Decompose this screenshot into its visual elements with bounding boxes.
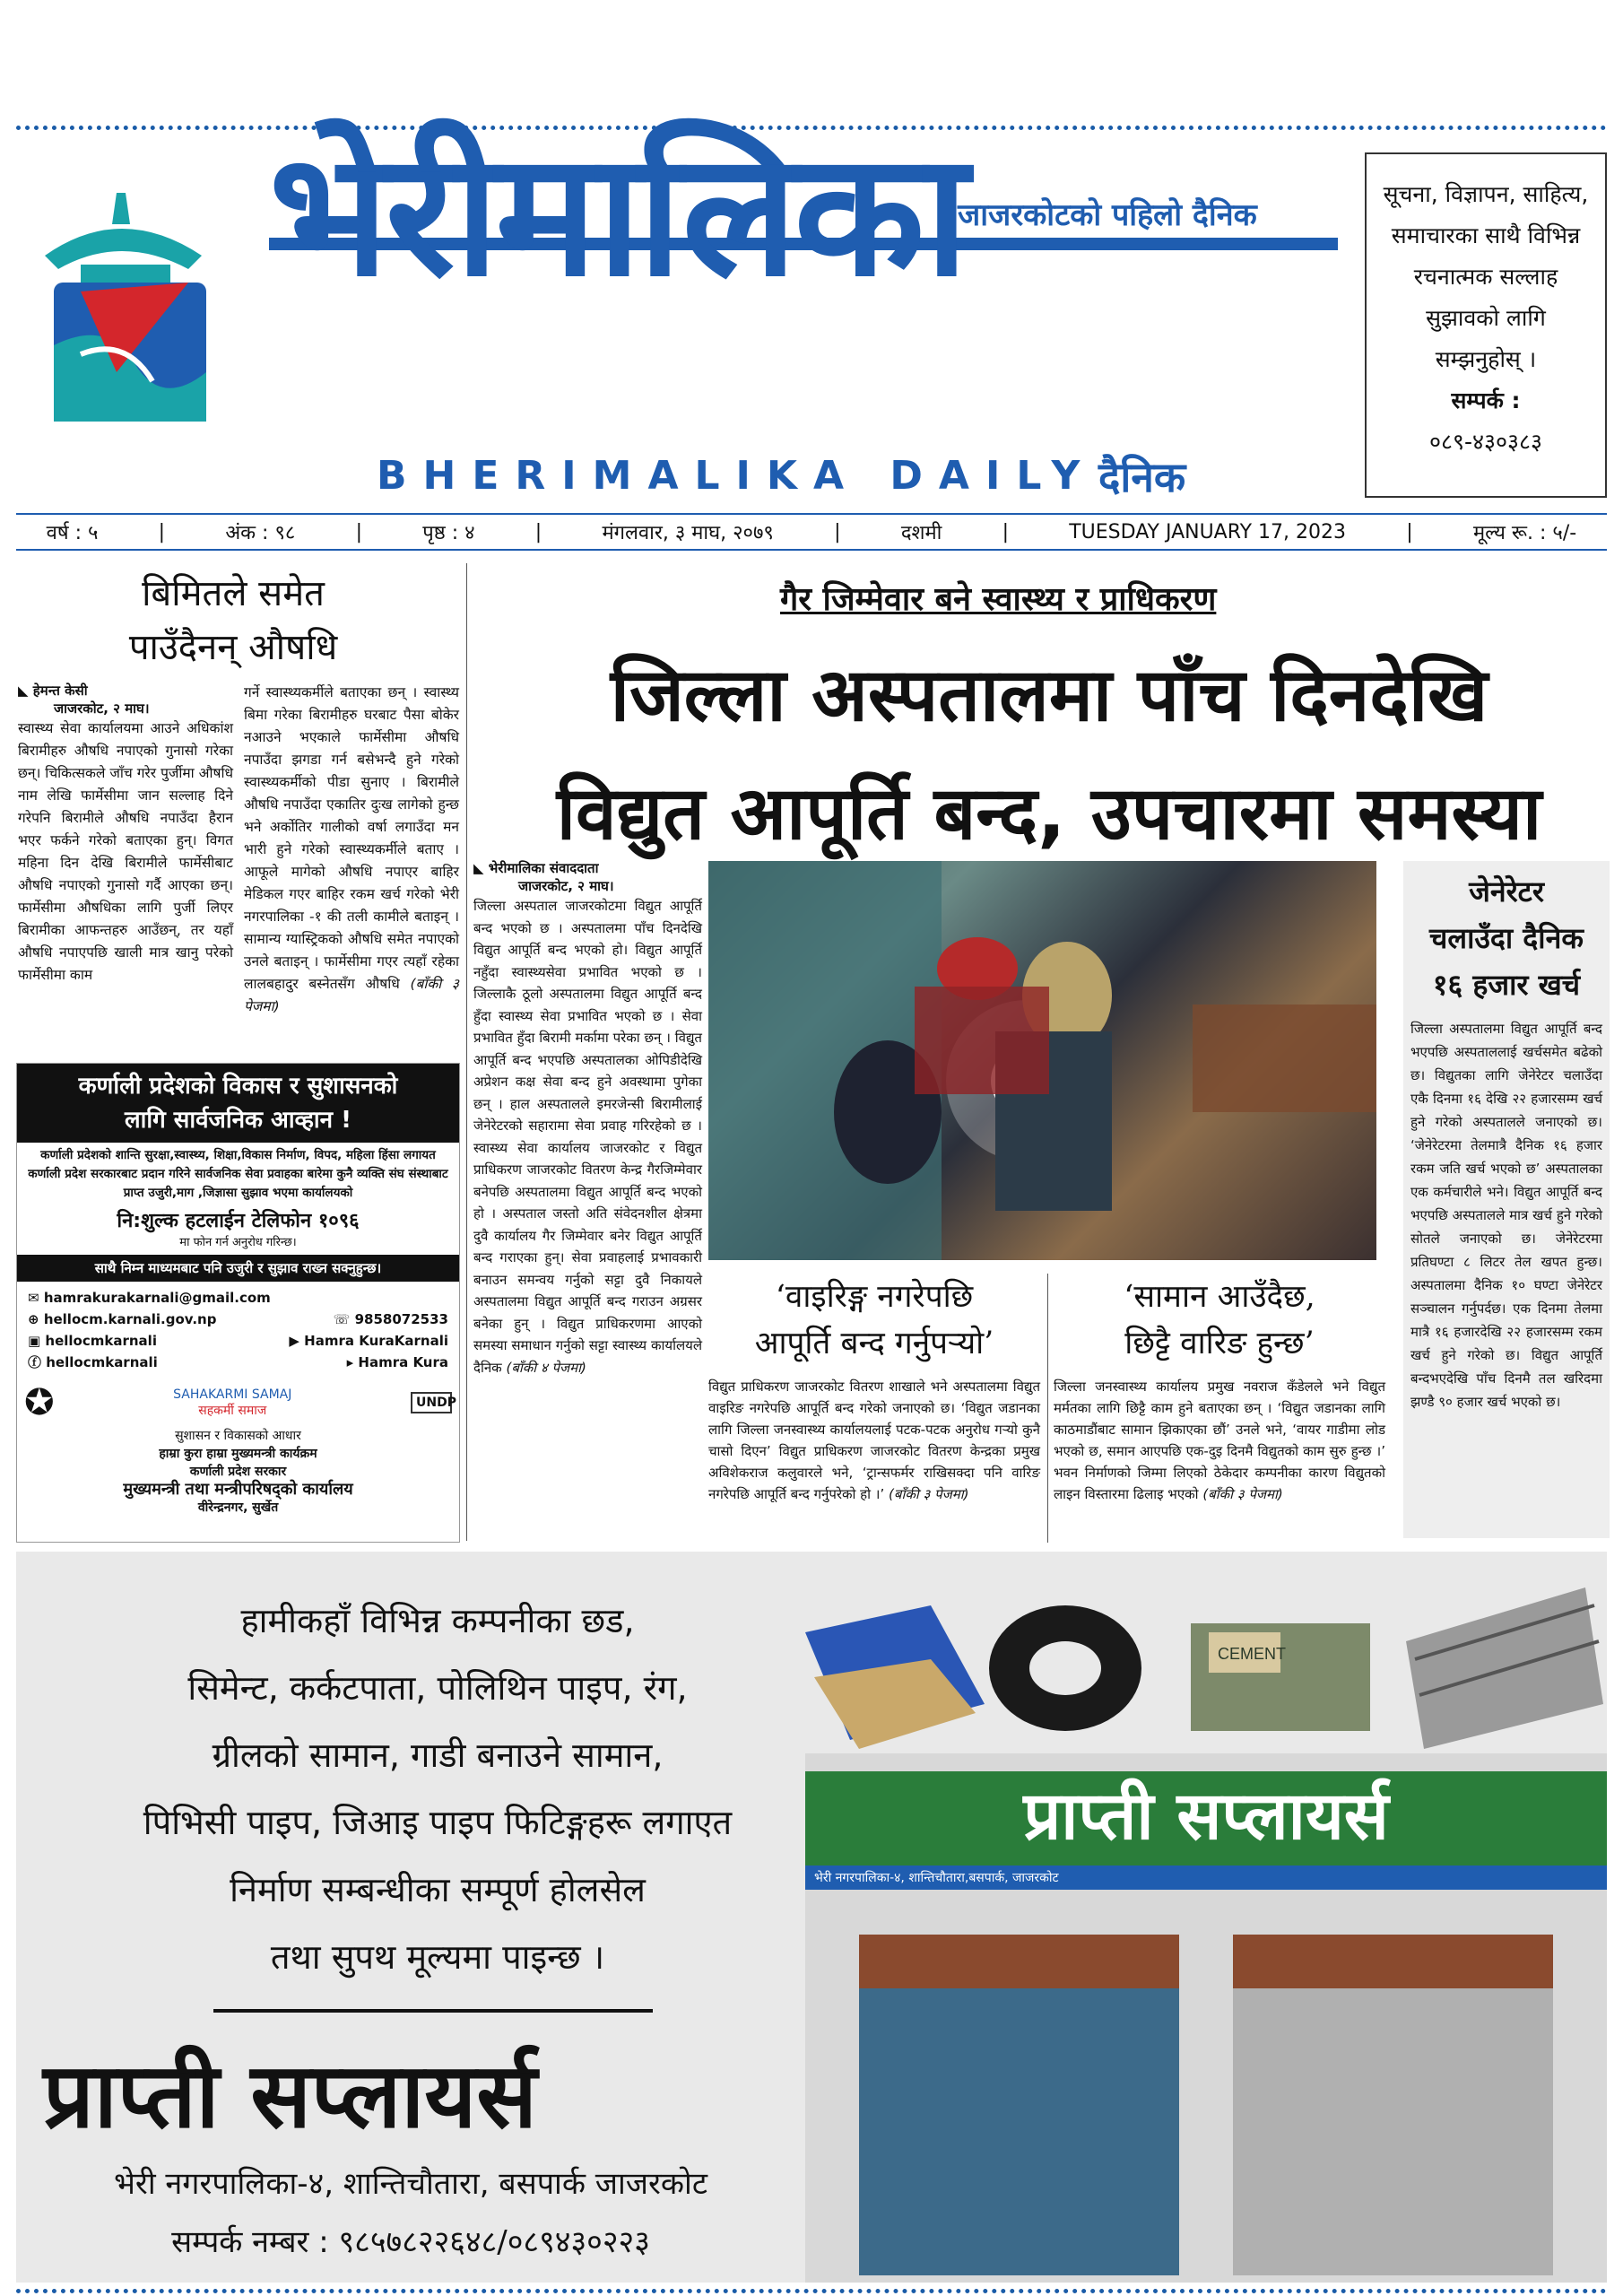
karnali-ad	[16, 1063, 460, 1543]
karnali-channels	[17, 1282, 459, 1378]
ad-text	[97, 1587, 778, 1991]
date-nepali: मंगलवार, ३ माघ, २०७९	[602, 522, 774, 544]
cement-label: CEMENT	[1218, 1645, 1286, 1663]
slogan: सुशासन र विकासको आधार	[175, 1429, 301, 1443]
karnali-ad-body: कर्णाली प्रदेशको शान्ति सुरक्षा,स्वास्थ्य, शिक्षा,विकास निर्माण, विपद, महिला हिंसा लगायत कर्णाली प्रदेश सरकारबाट प्रदान गरिने सार्वजनिक सेवा प्रवाहका बारेमा कुनै व्यक्ति संघ संस्थाबाट प्राप्त उजुरी,माग ,जिज्ञासा सुझाव भएमा कार्यालयको	[28, 1148, 448, 1200]
ad-line: तथा सुपथ मूल्यमा पाइन्छ ।	[270, 1937, 605, 1977]
karnali-channels-title: साथै निम्न माध्यमबाट पनि उजुरी र सुझाव राख्न सक्नुहुन्छ।	[17, 1255, 459, 1282]
partner-logo: SAHAKARMI SAMAJ सहकर्मी समाज	[173, 1387, 292, 1418]
products-illustration	[796, 1570, 1603, 1758]
roof-sheet-icon	[805, 1605, 985, 1749]
notice-line: सम्झनुहोस् ।	[1435, 346, 1537, 372]
continued-note: (बाँकी ३ पेजमा)	[889, 1486, 969, 1502]
main-byline: ◣ भेरीमालिका संवाददाता	[473, 860, 599, 876]
twitter-icon: ▣	[28, 1333, 41, 1349]
ad-line: निर्माण सम्बन्धीका सम्पूर्ण होलसेल	[230, 1870, 646, 1909]
main-kicker: गैर जिम्मेवार बने स्वास्थ्य र प्राधिकरण	[780, 580, 1217, 618]
sub-story-2	[1054, 1274, 1385, 1505]
ad-line: हामीकहाँ विभिन्न कम्पनीका छड,	[240, 1601, 635, 1640]
left-story-col2	[244, 682, 459, 1018]
main-body-text: जिल्ला अस्पताल जाजरकोटमा विद्युत आपूर्ति बन्द भएको छ । अस्पतालमा पाँच दिनदेखि विद्युत आपूर्ति बन्द भएको हो। विद्युत आपूर्ति नहुँदा स्वास्थ्यसेवा प्रभावित भएको छ । जिल्लाकै ठूलो अस्पतालमा विद्युत आपूर्ति बन्द हुँदा स्वास्थ्य सेवा प्रभावित भएको छ । सेवा प्रभावित हुँदा बिरामी मर्कामा परेका छन् । विद्युत आपूर्ति बन्द भएपछि अस्पतालका ओपिडीदेखि अप्रेशन कक्ष सेवा बन्द हुने अवस्थामा पुगेका छन् । हाल अस्पतालले इमरजेन्सी बिरामीलाई जेनेरेटरको सहारामा सेवा प्रवाह गरिरहेको छ । स्वास्थ्य सेवा कार्यालय जाजरकोट र विद्युत प्राधिकरण जाजरकोट वितरण केन्द्र गैरजिम्मेवार बनेपछि अस्पतालमा विद्युत आपूर्ति बन्द भएको हो । अस्पताल जस्तो अति संवेदनशील क्षेत्रमा दुवै कार्यालय गैर जिम्मेवार बनेर विद्युत आपूर्ति बन्द गराएका हुन्। सेवा प्रवाहलाई प्रभावकारी बनाउन समन्वय गर्नुको सट्टा दुवै निकायले अस्पतालमा विद्युत आपूर्ति बन्द गराउन अग्रसर बनेका हुन् । विद्युत प्राधिकरणमा आएको समस्या समाधान गर्नुको सट्टा स्वास्थ्य कार्यालयले दैनिक	[473, 898, 702, 1376]
notice-line: सुझावको लागि	[1426, 305, 1546, 331]
youtube-row[interactable]: ▶ Hamra KuraKarnali	[289, 1333, 448, 1349]
bheri-logo-icon	[18, 184, 242, 426]
youtube-icon: ▶	[289, 1333, 299, 1349]
pages: पृष्ठ : ४	[422, 522, 475, 544]
web-row[interactable]: ⊕ hellocm.karnali.gov.np	[28, 1311, 217, 1327]
shop-photo	[805, 1753, 1607, 2283]
tithi: दशमी	[900, 522, 942, 544]
notice-contact-number: ०८९-४३०३८३	[1428, 429, 1543, 455]
sub-divider	[1047, 1274, 1048, 1543]
notice-line: रचनात्मक सल्लाह	[1413, 264, 1558, 290]
govt: कर्णाली प्रदेश सरकार	[189, 1465, 287, 1479]
date-strip: वर्ष : ५ | अंक : ९८ | पृष्ठ : ४ | मंगलवार, ३ माघ, २०७९ | दशमी | TUESDAY JANUARY 17, 2023 | मूल्य रू. : ५/-	[16, 513, 1607, 551]
byline-author: ◣ हेमन्त केसी	[18, 683, 88, 699]
notice-line: सूचना, विज्ञापन, साहित्य,	[1383, 181, 1589, 207]
main-dateline: जाजरकोट, २ माघ।	[518, 878, 614, 894]
steel-rods-icon	[1406, 1587, 1603, 1749]
left-title-line: बिमितले समेत	[142, 573, 325, 614]
ad-line: पिभिसी पाइप, जिआइ पाइप फिटिङ्गहरू लगाएत	[143, 1803, 733, 1842]
headline-line: जिल्ला अस्पतालमा पाँच दिनदेखि	[610, 653, 1488, 738]
karnali-call-note: मा फोन गर्न अनुरोध गरिन्छ।	[179, 1236, 297, 1249]
undp-logo: UNDP	[411, 1392, 452, 1413]
continued-note: (बाँकी ४ पेजमा)	[506, 1359, 586, 1376]
bottom-border	[16, 2289, 1607, 2293]
shop-shutter	[859, 1935, 1179, 2275]
left-title-line: पाउँदैनन् औषधि	[128, 627, 338, 668]
issue: अंक : ९८	[225, 522, 296, 544]
continued-note: (बाँकी ३ पेजमा)	[244, 976, 459, 1014]
email-row[interactable]: ✉ hamrakurakarnali@gmail.com	[28, 1290, 271, 1306]
globe-icon: ⊕	[28, 1311, 39, 1327]
hospital-photo	[708, 861, 1376, 1260]
main-story-body	[473, 859, 702, 1378]
masthead-daily: दैनिक	[1098, 453, 1186, 501]
mail-icon: ✉	[28, 1290, 39, 1306]
twitter-row[interactable]: ▣ hellocmkarnali	[28, 1333, 157, 1349]
dateline: जाजरकोट, २ माघ।	[54, 700, 150, 717]
side-body: जिल्ला अस्पतालमा विद्युत आपूर्ति बन्द भएपछि अस्पताललाई खर्चसमेत बढेको छ। विद्युतका लागि जेनेरेटर चलाउँदा एकै दिनमा १६ देखि २२ हजारसम्म खर्च हुने गरेको अस्पतालले जनाएको छ। ‘जेनेरेटरमा तेलमात्रै दैनिक १६ हजार रकम जति खर्च भएको छ’ अस्पतालका एक कर्मचारीले भने। विद्युत आपूर्ति बन्द भएपछि अस्पतालले मात्र खर्च हुने गरेको सोतले जनाएको छ। जेनेरेटरमा प्रतिघण्टा ८ लिटर तेल खपत हुन्छ। अस्पतालमा दैनिक १० घण्टा जेनेरेटर सञ्चालन गर्नुपर्दछ। एक दिनमा तेलमा मात्रै १६ हजारदेखि २२ हजारसम्म रकम खर्च हुने गरेको छ। विद्युत आपूर्ति बन्दभएदेखि पाँच दिनमै तल खरिदमा झण्डै ९० हजार खर्च भएको छ।	[1410, 1021, 1602, 1410]
year: वर्ष : ५	[46, 522, 99, 544]
karnali-title-line: कर्णाली प्रदेशको विकास र सुशासनको	[78, 1073, 398, 1100]
headline-line: विद्युत आपूर्ति बन्द, उपचारमा समस्या	[556, 771, 1542, 857]
program: हाम्रा कुरा हाम्रा मुख्यमन्त्री कार्यक्रम	[159, 1447, 317, 1461]
continued-note: (बाँकी ३ पेजमा)	[1202, 1486, 1283, 1502]
pipe-roll-icon	[989, 1605, 1141, 1731]
karnali-ad-title	[17, 1064, 459, 1143]
shop-sign-sub: भेरी नगरपालिका-४, शान्तिचौतारा,बसपार्क, जाजरकोट	[805, 1866, 1607, 1890]
viber-icon: ▸	[346, 1354, 354, 1370]
karnali-hotline: नि:शुल्क हटलाईन टेलिफोन १०९६	[117, 1210, 360, 1232]
govt-emblem-icon: ✪	[24, 1382, 55, 1423]
notice-line: समाचारका साथै विभिन्न	[1391, 222, 1581, 248]
sub2-body: जिल्ला जनस्वास्थ्य कार्यालय प्रमुख नवराज कँडेलले भने विद्युत मर्मतका लागि छिट्टै काम हुने बताएका छन् । ‘विद्युत जडानका लागि काठमाडौंबाट सामान झिकाएका छौं’ उनले भने, ‘वायर गाडीमा लोड भएको छ, समान आएपछि एक-दुइ दिनमै विद्युतको काम सुरु हुन्छ ।’ भवन निर्माणको जिम्मा लिएको ठेकेदार कम्पनीका कारण विद्युतको लाइन विस्तारमा ढिलाइ भएको	[1054, 1378, 1385, 1502]
phone-icon: ☏	[333, 1311, 351, 1327]
shop-sign: प्राप्ती सप्लायर्स	[805, 1771, 1607, 1866]
masthead-english: BHERIMALIKA DAILY	[377, 453, 1097, 499]
facebook-row[interactable]: ⓕ hellocmkarnali	[28, 1354, 158, 1370]
ad-divider	[213, 2009, 653, 2013]
viber-row[interactable]: ▸ Hamra Kura	[346, 1354, 448, 1370]
sub2-headline: ‘सामान आउँदैछ, छिट्टै वारिङ हुन्छ’	[1124, 1279, 1315, 1361]
supplier-ad	[16, 1552, 1607, 2283]
sub1-body: विद्युत प्राधिकरण जाजरकोट वितरण शाखाले भने अस्पतालमा विद्युत वाइरिङ नगरेपछि आपूर्ति बन्द गरेको जनाएको छ। ‘विद्युत जडानका लागि जिल्ला जनस्वास्थ्य कार्यालयलाई पटक-पटक अनुरोध गर्‍यो कुनै चासो दिएन’ विद्युत प्राधिकरण जाजरकोट वितरण केन्द्रका प्रमुख अविशेकराज कलुवारले भने, ‘ट्रान्सफर्मर राखिसक्दा पनि वारिङ नगरेपछि आपूर्ति बन्द गर्नुपरेको हो ।’	[708, 1378, 1040, 1502]
ad-contact: सम्पर्क नम्बर : ९८५७८२२६४८/०८९४३०२२३	[171, 2224, 650, 2260]
ad-line: सिमेन्ट, कर्कटपाता, पोलिथिन पाइप, रंग,	[187, 1668, 688, 1708]
side-story	[1403, 861, 1610, 1538]
phone-row[interactable]: ☏ 9858072533	[333, 1311, 448, 1327]
shop-shutter	[1233, 1935, 1553, 2275]
ad-brand: प्राप्ती सप्लायर्स	[43, 2042, 537, 2148]
karnali-logos	[17, 1378, 459, 1427]
sub1-headline: ‘वाइरिङ्ग नगरेपछि आपूर्ति बन्द गर्नुपर्‍यो’	[754, 1279, 994, 1361]
left-story-body-2: गर्ने स्वास्थ्यकर्मीले बताएका छन् । स्वास्थ्य बिमा गरेका बिरामीहरु घरबाट पैसा बोकेर नआउने भएकाले फार्मेसीमा औषधि नपाउँदा झगडा गर्न बसेभन्दै हुने गरेको स्वास्थ्यकर्मीको पीडा सुनाए । बिरामीले औषधि नपाउँदा एकातिर दुःख लागेको हुन्छ भने अर्कोतिर गालीको वर्षा लगाउँदा मन भारी हुने गरेको स्वास्थ्यकर्मीले बताए । आफूले मागेको औषधि नपाएर बाहिर मेडिकल गएर बाहिर रकम खर्च गरेको भेरी नगरपालिका -१ की तली कामीले बताइन् । सामान्य ग्यास्ट्रिकको औषधि समेत नपाएको उनले बताइन् । फार्मेसीमा गएर त्यहाँ रहेका लालबहादुर बस्नेतसँग औषधि (बाँकी ३ पेजमा)	[244, 684, 459, 1014]
left-story-title	[18, 567, 448, 674]
side-headline: जेनेरेटर चलाउँदा दैनिक १६ हजार खर्च	[1429, 874, 1584, 1002]
main-headline	[484, 637, 1614, 874]
office: मुख्यमन्त्री तथा मन्त्रीपरिषद्को कार्यालय	[123, 1480, 353, 1499]
notice-box	[1365, 152, 1607, 498]
notice-contact-label: सम्पर्क :	[1451, 387, 1521, 413]
facebook-icon: ⓕ	[28, 1354, 42, 1370]
masthead-title: भेरीमालिका	[269, 116, 966, 314]
sub-story-1	[708, 1274, 1040, 1505]
cement-bags-icon	[1191, 1623, 1370, 1731]
location: वीरेन्द्रनगर, सुर्खेत	[197, 1500, 279, 1515]
ad-line: ग्रीलको सामान, गाडी बनाउने सामान,	[212, 1735, 664, 1775]
price: मूल्य रू. : ५/-	[1472, 522, 1577, 544]
ad-address: भेरी नगरपालिका-४, शान्तिचौतारा, बसपार्क जाजरकोट	[114, 2166, 707, 2202]
left-story-col1	[18, 682, 233, 987]
photo-illustration	[708, 861, 1376, 1260]
masthead-tagline: जाजरकोटको पहिलो दैनिक	[958, 197, 1257, 233]
shop-shutters	[805, 1890, 1607, 2275]
left-story-body-1: स्वास्थ्य सेवा कार्यालयमा आउने अधिकांश बिरामीहरु औषधि नपाएको गुनासो गरेका छन्। चिकित्सकले जाँच गरेर पुर्जीमा औषधि नाम लेखि फार्मेसीमा जान सल्लाह दिने गरेपनि बिरामीले औषधि नपाउँदा हैरान भएर फर्कने गरेको बताएका हुन्। विगत महिना दिन देखि बिरामीले फार्मेसीबाट औषधि नपाएको गुनासो गर्दै आएका छन्। फार्मेसीमा औषधिका लागि पुर्जी लिएर बिरामीका आफन्तहरु आउँछन्, तर यहाँ औषधि नपाएपछि खाली मात्र खानु परेको फार्मेसीमा काम	[18, 720, 233, 983]
karnali-footer	[17, 1427, 459, 1517]
date-english: TUESDAY JANUARY 17, 2023	[1069, 520, 1347, 544]
karnali-title-line: लागि सार्वजनिक आव्हान !	[125, 1107, 352, 1134]
column-divider	[466, 563, 467, 1541]
